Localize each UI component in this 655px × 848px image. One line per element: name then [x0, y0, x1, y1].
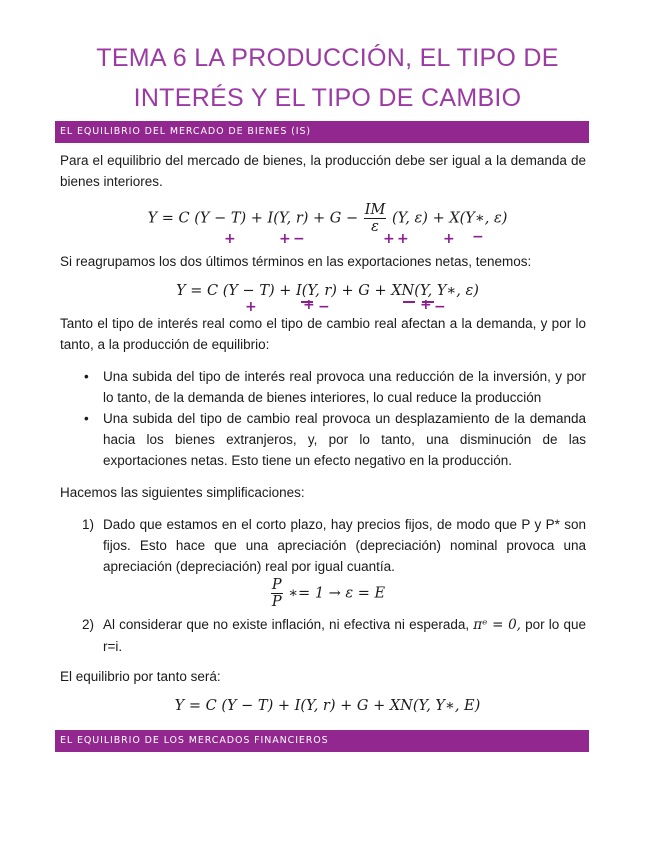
list-number: 2) [82, 617, 95, 632]
equation-net-exports: Y = C (Y − T) + I(Y, r) + G + XN(Y, Y∗, ε) [176, 283, 479, 299]
paragraph-simplifications: Hacemos las siguientes simplificaciones: [60, 485, 305, 500]
paragraph-equilibrium: El equilibrio por tanto será: [60, 669, 221, 684]
list-item [80, 408, 586, 471]
eq1-left: Y = C (Y − T) + I(Y, r) + G − [147, 210, 359, 227]
paragraph-effects: Tanto el tipo de interés real como el tipo de cambio real afectan a la demanda, y por lo tanto, a la producción de equilibrio: [60, 316, 586, 352]
list-item-text: Una subida del tipo de interés real provoca una reducción de la inversión, y por lo tanto, de la demanda de bienes interiores, lo cual reduce la producción [103, 369, 586, 405]
eq3-rest: ∗= 1 → ε = E [288, 585, 386, 602]
equation-equilibrium: Y = C (Y − T) + I(Y, r) + G + XN(Y, Y∗, E) [174, 698, 481, 714]
plus-marker: + [397, 231, 409, 247]
title-line-1: TEMA 6 LA PRODUCCIÓN, EL TIPO DE [96, 44, 559, 72]
simplifications-list-2 [80, 614, 586, 657]
underline-mark [403, 301, 415, 303]
eq3-denominator: P [271, 594, 282, 610]
page-title [60, 38, 595, 118]
list-item-text: Una subida del tipo de cambio real provoca un desplazamiento de la demanda hacia los bienes extranjeros, y, por lo tanto, una disminución de las exportaciones netas. Esto tiene un efecto negativo en la producción. [103, 411, 586, 468]
plus-marker: + [420, 297, 432, 313]
minus-marker: − [293, 231, 305, 247]
section-heading-is: EL EQUILIBRIO DEL MERCADO DE BIENES (IS) [55, 121, 589, 143]
bullet-icon: • [84, 411, 89, 426]
paragraph-intro: Para el equilibrio del mercado de bienes, la producción debe ser igual a la demanda de bienes interiores. [60, 153, 586, 189]
effects-list [80, 366, 586, 471]
minus-marker: − [472, 229, 484, 245]
plus-marker: + [383, 231, 395, 247]
minus-marker: − [434, 299, 446, 315]
minus-marker: − [318, 299, 330, 315]
equation-real-exchange [0, 577, 655, 610]
title-line-2: INTERÉS Y EL TIPO DE CAMBIO [133, 84, 522, 112]
bullet-icon: • [84, 369, 89, 384]
eq1-right: (Y, ε) + X(Y∗, ε) [391, 210, 508, 227]
plus-marker: + [224, 231, 236, 247]
list-item [80, 614, 586, 657]
plus-marker: + [279, 231, 291, 247]
plus-marker: + [443, 231, 455, 247]
eq1-denominator: ε [371, 219, 379, 235]
equation-goods-market [0, 202, 655, 235]
plus-marker: + [245, 299, 257, 315]
list-item [80, 366, 586, 408]
list-item-text-after: por lo que r=i. [103, 617, 586, 654]
list-item [80, 514, 586, 577]
section-heading-financial: EL EQUILIBRIO DE LOS MERCADOS FINANCIEROS [55, 730, 589, 752]
list-number: 1) [82, 517, 95, 532]
eq3-fraction [271, 577, 283, 610]
paragraph-regroup: Si reagrupamos los dos últimos términos en las exportaciones netas, tenemos: [60, 254, 532, 269]
simplifications-list [80, 514, 586, 577]
list-item-text: Dado que estamos en el corto plazo, hay precios fijos, de modo que P y P* son fijos. Esto hace que una apreciación (depreciación) nominal provoca una apreciación (depreciación) real por igual cuantía. [103, 517, 586, 574]
eq1-numerator: IM [364, 202, 386, 218]
inflation-math: πᵉ = 0, [473, 617, 521, 633]
eq3-numerator: P [271, 577, 282, 593]
list-item-text-before: Al considerar que no existe inflación, ni efectiva ni esperada, [103, 617, 470, 632]
plus-marker: + [303, 297, 315, 313]
